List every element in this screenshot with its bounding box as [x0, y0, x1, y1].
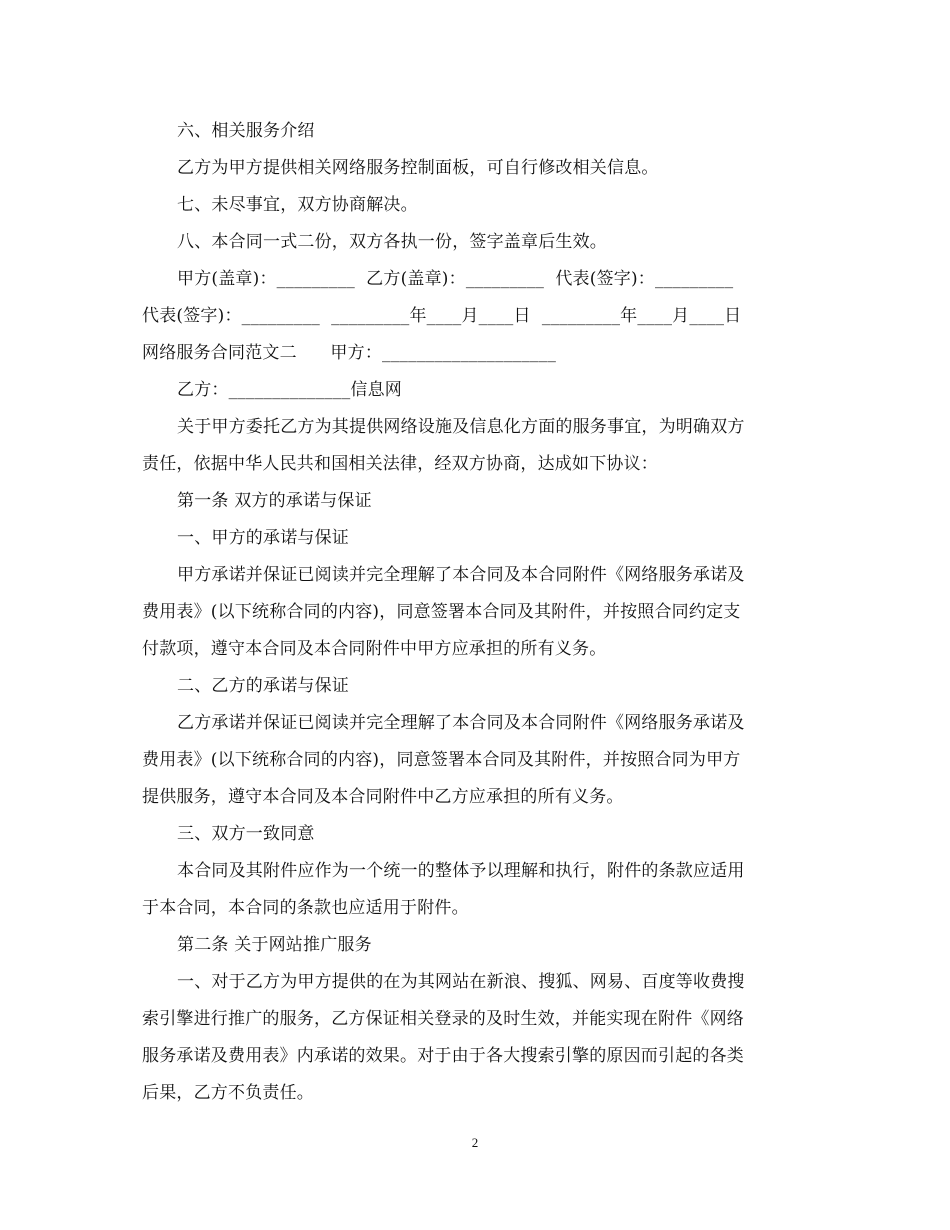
- paragraph-line: 乙方承诺并保证已阅读并完全理解了本合同及本合同附件《网络服务承诺及: [177, 713, 745, 733]
- paragraph-line: 付款项，遵守本合同及本合同附件中甲方应承担的所有义务。: [142, 639, 607, 659]
- section-heading-matters: 七、未尽事宜，双方协商解决。: [177, 195, 418, 215]
- paragraph-line: 关于甲方委托乙方为其提供网络设施及信息化方面的服务事宜，为明确双方: [177, 417, 745, 437]
- article-heading-2: 第二条 关于网站推广服务: [177, 935, 372, 955]
- article-heading-1: 第一条 双方的承诺与保证: [177, 491, 372, 511]
- party-b-line: 乙方：______________信息网: [177, 380, 402, 400]
- paragraph-line: 乙方为甲方提供相关网络服务控制面板，可自行修改相关信息。: [177, 158, 659, 178]
- paragraph-line: 本合同及其附件应作为一个统一的整体予以理解和执行，附件的条款应适用: [177, 861, 745, 881]
- paragraph-line: 费用表》(以下统称合同的内容)，同意签署本合同及其附件，并按照合同约定支: [142, 602, 741, 622]
- paragraph-line: 一、对于乙方为甲方提供的在为其网站在新浪、搜狐、网易、百度等收费搜: [177, 972, 745, 992]
- subsection-heading: 三、双方一致同意: [177, 824, 315, 844]
- paragraph-line: 责任，依据中华人民共和国相关法律，经双方协商，达成如下协议：: [142, 454, 658, 474]
- page-number: 2: [471, 1135, 479, 1150]
- contract-sample-title-line: 网络服务合同范文二 甲方：____________________: [142, 343, 557, 363]
- subsection-heading: 二、乙方的承诺与保证: [177, 676, 349, 696]
- section-heading-related-services: 六、相关服务介绍: [177, 121, 315, 141]
- paragraph-line: 后果，乙方不负责任。: [142, 1083, 314, 1103]
- paragraph-line: 费用表》(以下统称合同的内容)，同意签署本合同及其附件，并按照合同为甲方: [142, 750, 741, 770]
- paragraph-line: 索引擎进行推广的服务，乙方保证相关登录的及时生效，并能实现在附件《网络: [142, 1009, 744, 1029]
- paragraph-line: 服务承诺及费用表》内承诺的效果。对于由于各大搜索引擎的原因而引起的各类: [142, 1046, 744, 1066]
- section-heading-copies: 八、本合同一式二份，双方各执一份，签字盖章后生效。: [177, 232, 607, 252]
- subsection-heading: 一、甲方的承诺与保证: [177, 528, 349, 548]
- paragraph-line: 甲方承诺并保证已阅读并完全理解了本合同及本合同附件《网络服务承诺及: [177, 565, 745, 585]
- signature-line-1: 甲方(盖章)：_________ 乙方(盖章)：_________ 代表(签字)：_________: [177, 269, 734, 289]
- paragraph-line: 于本合同，本合同的条款也应适用于附件。: [142, 898, 469, 918]
- paragraph-line: 提供服务，遵守本合同及本合同附件中乙方应承担的所有义务。: [142, 787, 624, 807]
- signature-line-2: 代表(签字)：_________ _________年____月____日 _________年____月____日: [142, 306, 742, 326]
